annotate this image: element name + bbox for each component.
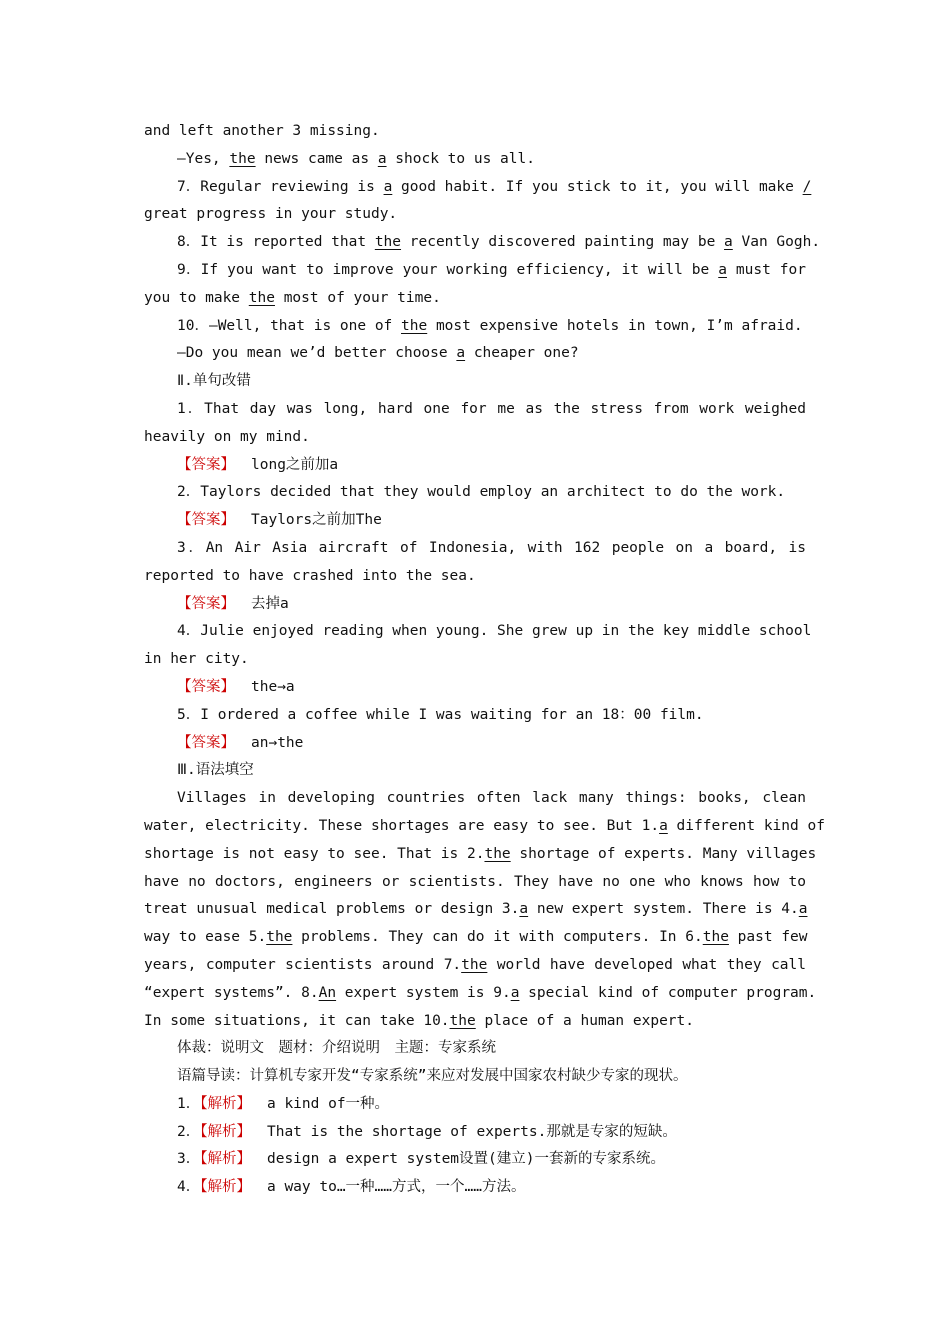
answer-blank: the xyxy=(484,845,511,862)
text-segment: 去掉a xyxy=(251,595,289,612)
text-segment: shortage is not easy to see. That is 2. xyxy=(144,845,485,862)
text-line xyxy=(144,1008,806,1036)
answer-blank: a xyxy=(383,178,393,195)
answer-blank: a xyxy=(377,150,387,167)
text-segment: the→a xyxy=(251,678,295,695)
text-line xyxy=(144,757,806,785)
text-segment: “expert systems”. 8. xyxy=(144,984,319,1001)
text-line xyxy=(144,702,806,730)
text-segment: most expensive hotels in town, I’m afraid. xyxy=(427,317,803,334)
document-body xyxy=(144,118,825,1202)
text-line xyxy=(144,452,806,480)
text-line xyxy=(144,396,806,424)
answer-blank: a xyxy=(798,901,808,918)
answer-tag: 【解析】 xyxy=(200,1151,251,1168)
text-segment: 8．It is reported that xyxy=(177,234,375,251)
text-line xyxy=(144,174,812,202)
text-line xyxy=(144,285,806,313)
answer-blank: a xyxy=(519,901,529,918)
text-segment: a way to…一种……方式，一个……方法。 xyxy=(266,1179,526,1196)
answer-tag: 【答案】 xyxy=(177,595,235,612)
text-line xyxy=(144,674,806,702)
text-segment: 2． xyxy=(177,1123,201,1140)
text-segment: 5．I ordered a coffee while I was waiting for an 18：00 film. xyxy=(177,706,704,723)
text-segment: you to make xyxy=(144,289,249,306)
text-segment: problems. They can do it with computers. In 6. xyxy=(292,929,703,946)
text-segment: special kind of computer program. xyxy=(519,984,817,1001)
text-line xyxy=(144,118,806,146)
text-line xyxy=(144,1146,806,1174)
answer-tag: 【答案】 xyxy=(177,734,235,751)
text-line xyxy=(144,980,817,1008)
text-segment: In some situations, it can take 10. xyxy=(144,1012,450,1029)
text-line xyxy=(144,591,806,619)
answer-blank: a xyxy=(659,817,668,834)
text-segment: Villages in developing countries often lack many things: books, clean xyxy=(177,790,806,807)
answer-tag: 【答案】 xyxy=(177,678,235,695)
text-segment: treat unusual medical problems or design 3. xyxy=(144,901,520,918)
text-line xyxy=(144,618,812,646)
text-segment: design a expert system设置(建立)一套新的专家系统。 xyxy=(266,1151,665,1168)
answer-tag: 【解析】 xyxy=(200,1123,251,1140)
text-segment: different kind of xyxy=(667,817,825,834)
text-segment: shock to us all. xyxy=(386,150,535,167)
text-segment: Ⅲ.语法填空 xyxy=(177,762,254,779)
text-segment: great progress in your study. xyxy=(144,206,398,223)
text-line xyxy=(144,340,806,368)
text-line xyxy=(144,313,806,341)
text-segment: 9．If you want to improve your working efficiency, it will be xyxy=(177,261,719,278)
text-line xyxy=(144,507,806,535)
text-line xyxy=(144,201,806,229)
text-segment: 3．An Air Asia aircraft of Indonesia, with 162 people on a board, is xyxy=(177,539,806,556)
text-line xyxy=(144,146,806,174)
text-line xyxy=(144,1091,806,1119)
answer-blank: the xyxy=(702,929,729,946)
text-segment: long之前加a xyxy=(251,456,339,473)
text-line xyxy=(144,896,806,924)
answer-blank: the xyxy=(266,929,293,946)
text-segment: a kind of一种。 xyxy=(266,1095,390,1112)
text-segment: new expert system. There is 4. xyxy=(528,901,799,918)
text-line xyxy=(144,813,825,841)
text-segment: 1． xyxy=(177,1095,201,1112)
text-segment: most of your time. xyxy=(274,289,441,306)
text-segment: 2．Taylors decided that they would employ an architect to do the work. xyxy=(177,484,786,501)
text-segment: an→the xyxy=(251,734,304,751)
answer-blank: a xyxy=(510,984,520,1001)
answer-blank: / xyxy=(802,178,812,195)
text-line xyxy=(144,535,806,563)
answer-blank: the xyxy=(229,150,256,167)
text-line xyxy=(144,952,806,980)
text-segment: and left another 3 missing. xyxy=(144,123,380,139)
text-line xyxy=(144,730,806,758)
text-segment: 4． xyxy=(177,1179,201,1196)
answer-blank: the xyxy=(401,317,428,334)
text-segment: heavily on my mind. xyxy=(144,428,310,445)
text-line xyxy=(144,1035,806,1063)
text-line xyxy=(144,1063,806,1091)
text-segment: years, computer scientists around 7. xyxy=(144,956,462,973)
text-segment: Ⅱ.单句改错 xyxy=(177,373,251,390)
answer-blank: the xyxy=(449,1012,476,1029)
text-segment: in her city. xyxy=(144,651,249,668)
text-segment: —Do you mean we’d better choose xyxy=(177,345,457,362)
text-segment: way to ease 5. xyxy=(144,929,267,946)
text-segment: Taylors之前加The xyxy=(251,512,382,529)
text-line xyxy=(144,646,806,674)
text-segment: reported to have crashed into the sea. xyxy=(144,567,476,584)
text-segment: 3． xyxy=(177,1151,201,1168)
text-line xyxy=(144,257,806,285)
text-segment: 4．Julie enjoyed reading when young. She grew up in the key middle school xyxy=(177,623,812,640)
answer-blank: the xyxy=(374,234,402,251)
text-line xyxy=(144,924,806,952)
text-segment: place of a human expert. xyxy=(475,1012,694,1029)
text-segment: cheaper one? xyxy=(465,345,579,362)
text-segment: 语篇导读：计算机专家开发“专家系统”来应对发展中国家农村缺少专家的现状。 xyxy=(177,1068,688,1085)
text-segment: past few xyxy=(728,929,808,946)
text-segment: good habit. If you stick to it, you will make xyxy=(392,178,803,195)
text-segment: 7．Regular reviewing is xyxy=(177,178,384,195)
answer-tag: 【答案】 xyxy=(177,512,235,529)
text-segment: news came as xyxy=(255,150,378,167)
answer-blank: An xyxy=(318,984,337,1001)
text-line xyxy=(144,1174,806,1202)
answer-blank: a xyxy=(724,234,733,251)
answer-blank: the xyxy=(248,289,275,306)
text-segment: have no doctors, engineers or scientists. They have no one who knows how to xyxy=(144,873,806,890)
answer-tag: 【解析】 xyxy=(200,1095,251,1112)
text-segment: must for xyxy=(726,261,806,278)
text-segment: recently discovered painting may be xyxy=(401,234,725,251)
text-line xyxy=(144,229,821,257)
text-segment: expert system is 9. xyxy=(336,984,511,1001)
answer-tag: 【解析】 xyxy=(200,1179,251,1196)
answer-blank: the xyxy=(461,956,488,973)
text-line xyxy=(144,424,806,452)
text-line xyxy=(144,479,806,507)
text-line xyxy=(144,785,806,813)
text-line xyxy=(144,1119,806,1147)
text-line xyxy=(144,368,806,396)
text-line xyxy=(144,841,817,869)
text-segment: —Yes, xyxy=(177,150,230,167)
text-segment: 1．That day was long, hard one for me as the stress from work weighed xyxy=(177,400,806,417)
text-line xyxy=(144,869,806,897)
text-segment: 体裁：说明文 题材：介绍说明 主题：专家系统 xyxy=(177,1040,496,1057)
answer-tag: 【答案】 xyxy=(177,456,235,473)
text-line xyxy=(144,563,806,591)
text-segment: Van Gogh. xyxy=(732,234,821,251)
text-segment: world have developed what they call xyxy=(487,956,806,973)
answer-blank: a xyxy=(456,345,466,362)
text-segment: 10．—Well, that is one of xyxy=(177,317,402,334)
answer-blank: a xyxy=(718,261,727,278)
text-segment: That is the shortage of experts.那就是专家的短缺。 xyxy=(266,1123,677,1140)
text-segment: water, electricity. These shortages are easy to see. But 1. xyxy=(144,817,660,834)
text-segment: shortage of experts. Many villages xyxy=(510,845,817,862)
